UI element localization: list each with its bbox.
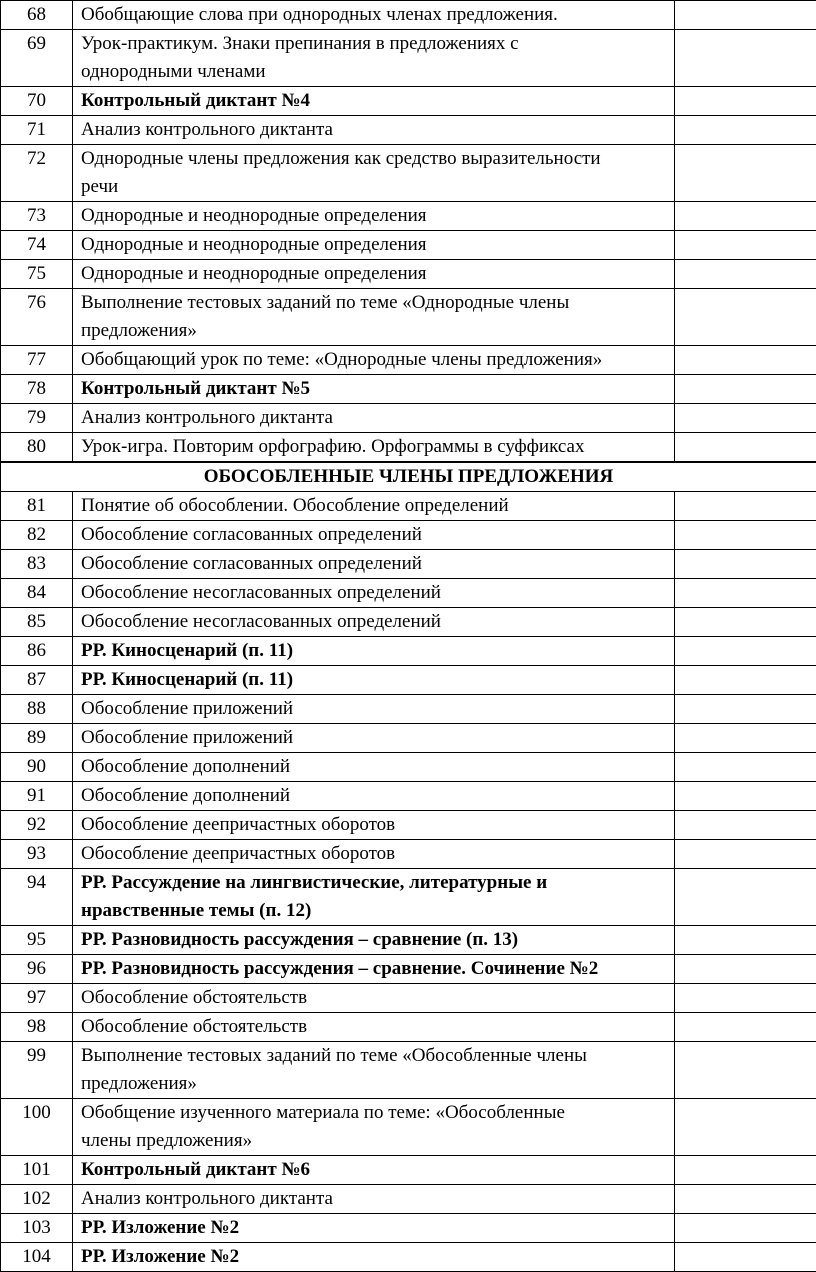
lesson-number: 88 — [1, 695, 73, 724]
empty-cell — [675, 404, 816, 433]
empty-cell — [675, 695, 816, 724]
lesson-number: 92 — [1, 811, 73, 840]
lesson-number: 74 — [1, 231, 73, 260]
empty-cell — [675, 87, 816, 116]
lesson-number: 85 — [1, 608, 73, 637]
table-row — [1, 1, 816, 30]
lesson-number: 82 — [1, 521, 73, 550]
table-row — [1, 1243, 816, 1272]
empty-cell — [675, 433, 816, 463]
lesson-number: 71 — [1, 116, 73, 145]
table-row — [1, 1013, 816, 1042]
table-row — [1, 550, 816, 579]
lesson-topic: Однородные и неоднородные определения — [73, 260, 675, 289]
empty-cell — [675, 1013, 816, 1042]
lesson-topic: Анализ контрольного диктанта — [73, 116, 675, 145]
table-row — [1, 637, 816, 666]
empty-cell — [675, 840, 816, 869]
lesson-number: 84 — [1, 579, 73, 608]
lesson-number: 75 — [1, 260, 73, 289]
lesson-number: 89 — [1, 724, 73, 753]
table-row — [1, 289, 816, 346]
empty-cell — [675, 521, 816, 550]
empty-cell — [675, 1042, 816, 1099]
table-row — [1, 1156, 816, 1185]
lesson-number: 77 — [1, 346, 73, 375]
empty-cell — [675, 30, 816, 87]
lesson-topic: Однородные члены предложения как средство выразительности речи — [73, 145, 675, 202]
lesson-topic: РР. Рассуждение на лингвистические, литературные и нравственные темы (п. 12) — [73, 869, 675, 926]
table-row — [1, 608, 816, 637]
lesson-number: 79 — [1, 404, 73, 433]
table-row — [1, 521, 816, 550]
lesson-topic: РР. Киносценарий (п. 11) — [73, 637, 675, 666]
empty-cell — [675, 782, 816, 811]
table-row — [1, 1185, 816, 1214]
empty-cell — [675, 145, 816, 202]
lesson-topic: Контрольный диктант №5 — [73, 375, 675, 404]
lesson-topic: Обобщающий урок по теме: «Однородные члены предложения» — [73, 346, 675, 375]
table-row — [1, 346, 816, 375]
empty-cell — [675, 231, 816, 260]
table-row — [1, 404, 816, 433]
lesson-number: 95 — [1, 926, 73, 955]
lesson-number: 91 — [1, 782, 73, 811]
table-row — [1, 724, 816, 753]
lesson-topic: РР. Изложение №2 — [73, 1243, 675, 1272]
lesson-topic: РР. Киносценарий (п. 11) — [73, 666, 675, 695]
lesson-topic: Обособление дополнений — [73, 753, 675, 782]
lesson-number: 99 — [1, 1042, 73, 1099]
lesson-number: 93 — [1, 840, 73, 869]
table-row — [1, 811, 816, 840]
lesson-topic: Анализ контрольного диктанта — [73, 404, 675, 433]
lesson-topic: Однородные и неоднородные определения — [73, 231, 675, 260]
lesson-number: 73 — [1, 202, 73, 231]
lesson-number: 86 — [1, 637, 73, 666]
lesson-number: 90 — [1, 753, 73, 782]
empty-cell — [675, 579, 816, 608]
lesson-topic: Обособление деепричастных оборотов — [73, 811, 675, 840]
lesson-topic: Обособление согласованных определений — [73, 521, 675, 550]
empty-cell — [675, 1243, 816, 1272]
empty-cell — [675, 1099, 816, 1156]
lesson-topic: Выполнение тестовых заданий по теме «Обособленные члены предложения» — [73, 1042, 675, 1099]
table-row — [1, 145, 816, 202]
empty-cell — [675, 346, 816, 375]
lesson-number: 104 — [1, 1243, 73, 1272]
lesson-topic: Однородные и неоднородные определения — [73, 202, 675, 231]
table-row — [1, 579, 816, 608]
table-row — [1, 30, 816, 87]
table-row — [1, 984, 816, 1013]
lesson-topic: Обобщение изученного материала по теме: «Обособленные члены предложения» — [73, 1099, 675, 1156]
empty-cell — [675, 550, 816, 579]
lesson-number: 102 — [1, 1185, 73, 1214]
lesson-topic: РР. Разновидность рассуждения – сравнение. Сочинение №2 — [73, 955, 675, 984]
empty-cell — [675, 637, 816, 666]
lesson-number: 81 — [1, 492, 73, 521]
table-row — [1, 231, 816, 260]
section-header-row — [1, 462, 816, 492]
lesson-number: 78 — [1, 375, 73, 404]
lesson-topic: Обособление обстоятельств — [73, 1013, 675, 1042]
empty-cell — [675, 375, 816, 404]
table-row — [1, 260, 816, 289]
lesson-number: 103 — [1, 1214, 73, 1243]
lesson-topic: РР. Разновидность рассуждения – сравнение (п. 13) — [73, 926, 675, 955]
table-row — [1, 1042, 816, 1099]
empty-cell — [675, 666, 816, 695]
empty-cell — [675, 811, 816, 840]
table-row — [1, 955, 816, 984]
empty-cell — [675, 260, 816, 289]
table-row — [1, 87, 816, 116]
empty-cell — [675, 753, 816, 782]
table-row — [1, 695, 816, 724]
empty-cell — [675, 1, 816, 30]
lesson-topic: Понятие об обособлении. Обособление определений — [73, 492, 675, 521]
lesson-topic: Анализ контрольного диктанта — [73, 1185, 675, 1214]
lesson-topic: Контрольный диктант №6 — [73, 1156, 675, 1185]
empty-cell — [675, 1214, 816, 1243]
empty-cell — [675, 1156, 816, 1185]
lesson-number: 83 — [1, 550, 73, 579]
lesson-number: 68 — [1, 1, 73, 30]
lesson-number: 100 — [1, 1099, 73, 1156]
table-row — [1, 869, 816, 926]
lesson-topic: Контрольный диктант №4 — [73, 87, 675, 116]
lesson-number: 70 — [1, 87, 73, 116]
lesson-topic: Обобщающие слова при однородных членах предложения. — [73, 1, 675, 30]
empty-cell — [675, 984, 816, 1013]
lesson-topic: Обособление приложений — [73, 695, 675, 724]
lesson-number: 98 — [1, 1013, 73, 1042]
table-row — [1, 202, 816, 231]
lesson-number: 94 — [1, 869, 73, 926]
lesson-topic: Обособление согласованных определений — [73, 550, 675, 579]
empty-cell — [675, 116, 816, 145]
lesson-topic: Обособление приложений — [73, 724, 675, 753]
table-row — [1, 1099, 816, 1156]
lesson-number: 76 — [1, 289, 73, 346]
table-row — [1, 926, 816, 955]
table-row — [1, 492, 816, 521]
lesson-number: 80 — [1, 433, 73, 463]
table-row — [1, 375, 816, 404]
lesson-number: 96 — [1, 955, 73, 984]
lesson-plan-body — [1, 1, 816, 1272]
empty-cell — [675, 724, 816, 753]
empty-cell — [675, 926, 816, 955]
table-row — [1, 840, 816, 869]
lesson-topic: Обособление деепричастных оборотов — [73, 840, 675, 869]
table-row — [1, 782, 816, 811]
lesson-number: 101 — [1, 1156, 73, 1185]
empty-cell — [675, 289, 816, 346]
empty-cell — [675, 869, 816, 926]
empty-cell — [675, 202, 816, 231]
empty-cell — [675, 955, 816, 984]
lesson-topic: Обособление несогласованных определений — [73, 579, 675, 608]
table-row — [1, 753, 816, 782]
empty-cell — [675, 492, 816, 521]
table-row — [1, 116, 816, 145]
table-row — [1, 1214, 816, 1243]
lesson-number: 72 — [1, 145, 73, 202]
table-row — [1, 433, 816, 463]
lesson-topic: РР. Изложение №2 — [73, 1214, 675, 1243]
section-title: ОБОСОБЛЕННЫЕ ЧЛЕНЫ ПРЕДЛОЖЕНИЯ — [1, 462, 816, 492]
lesson-topic: Урок-практикум. Знаки препинания в предложениях с однородными членами — [73, 30, 675, 87]
lesson-topic: Урок-игра. Повторим орфографию. Орфограммы в суффиксах — [73, 433, 675, 463]
empty-cell — [675, 608, 816, 637]
lesson-topic: Выполнение тестовых заданий по теме «Однородные члены предложения» — [73, 289, 675, 346]
lesson-topic: Обособление дополнений — [73, 782, 675, 811]
lesson-topic: Обособление несогласованных определений — [73, 608, 675, 637]
lesson-number: 87 — [1, 666, 73, 695]
lesson-number: 97 — [1, 984, 73, 1013]
lesson-topic: Обособление обстоятельств — [73, 984, 675, 1013]
empty-cell — [675, 1185, 816, 1214]
table-row — [1, 666, 816, 695]
lesson-number: 69 — [1, 30, 73, 87]
